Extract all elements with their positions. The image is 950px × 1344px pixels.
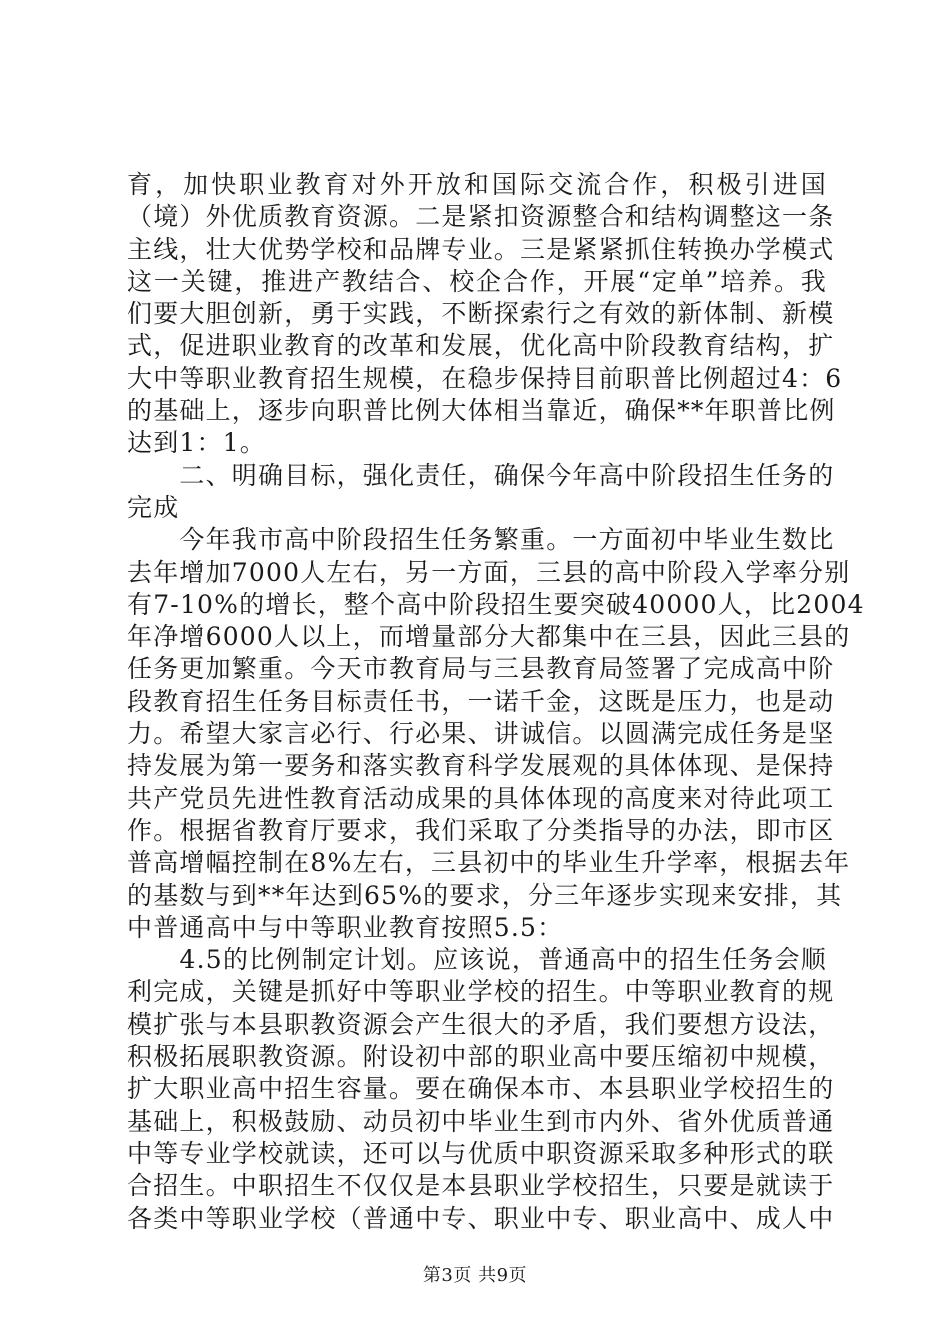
text-line: 今年我市高中阶段招生任务繁重。一方面初中毕业生数比 [127,525,835,555]
text-line: 模扩张与本县职教资源会产生很大的矛盾，我们要想方设法， [127,1009,835,1039]
text-line: 这一关键，推进产教结合、校企合作，开展“定单”培养。我 [127,266,827,296]
text-line: 年净增6000人以上，而增量部分大都集中在三县，因此三县的 [127,622,851,652]
page-footer: 第3页 共9页 [422,1265,528,1286]
text-line: 任务更加繁重。今天市教育局与三县教育局签署了完成高中阶 [127,654,835,684]
text-line: 式，促进职业教育的改革和发展，优化高中阶段教育结构，扩 [127,331,835,361]
text-line: 利完成，关键是抓好中等职业学校的招生。中等职业教育的规 [127,977,835,1007]
text-line: 育，加快职业教育对外开放和国际交流合作，积极引进国 [127,170,827,199]
text-line: （境）外优质教育资源。二是紧扣资源整合和结构调整这一条 [127,202,835,232]
text-line: 共产党员先进性教育活动成果的具体体现的高度来对待此项工 [127,783,835,813]
body-text [127,169,865,1235]
text-line: 基础上，积极鼓励、动员初中毕业生到市内外、省外优质普通 [127,1106,835,1136]
text-line: 去年增加7000人左右，另一方面，三县的高中阶段入学率分别 [127,557,851,587]
section-heading-line: 二、明确目标，强化责任，确保今年高中阶段招生任务的 [127,460,835,490]
text-line: 中等专业学校就读，还可以与优质中职资源采取多种形式的联 [127,1138,835,1168]
text-line: 的基数与到**年达到65%的要求，分三年逐步实现来安排，其 [127,880,843,910]
text-line: 达到1：1。 [127,428,267,458]
text-line: 大中等职业教育招生规模，在稳步保持目前职普比例超过4：6 [127,363,843,393]
text-line: 4.5的比例制定计划。应该说，普通高中的招生任务会顺 [127,945,827,975]
text-line: 力。希望大家言必行、行必果、讲诚信。以圆满完成任务是坚 [127,719,835,749]
text-line: 的基础上，逐步向职普比例大体相当靠近，确保**年职普比例 [127,396,836,426]
text-line: 积极拓展职教资源。附设初中部的职业高中要压缩初中规模， [127,1042,835,1072]
section-heading-line: 完成 [127,492,180,522]
text-line: 段教育招生任务目标责任书，一诺千金，这既是压力，也是动 [127,686,835,716]
text-line: 持发展为第一要务和落实教育科学发展观的具体体现、是保持 [127,751,835,781]
text-line: 们要大胆创新，勇于实践，不断探索行之有效的新体制、新模 [127,299,835,329]
text-line: 作。根据省教育厅要求，我们采取了分类指导的办法，即市区 [127,815,835,845]
text-line: 中普通高中与中等职业教育按照5.5： [127,912,564,942]
text-line: 各类中等职业学校（普通中专、职业中专、职业高中、成人中 [127,1203,835,1233]
text-line: 有7-10%的增长，整个高中阶段招生要突破40000人，比2004 [127,589,865,619]
text-line: 普高增幅控制在8%左右，三县初中的毕业生升学率，根据去年 [127,848,851,878]
text-line: 主线，壮大优势学校和品牌专业。三是紧紧抓住转换办学模式 [127,234,835,264]
text-line: 合招生。中职招生不仅仅是本县职业学校招生，只要是就读于 [127,1171,835,1201]
text-line: 扩大职业高中招生容量。要在确保本市、本县职业学校招生的 [127,1074,835,1104]
